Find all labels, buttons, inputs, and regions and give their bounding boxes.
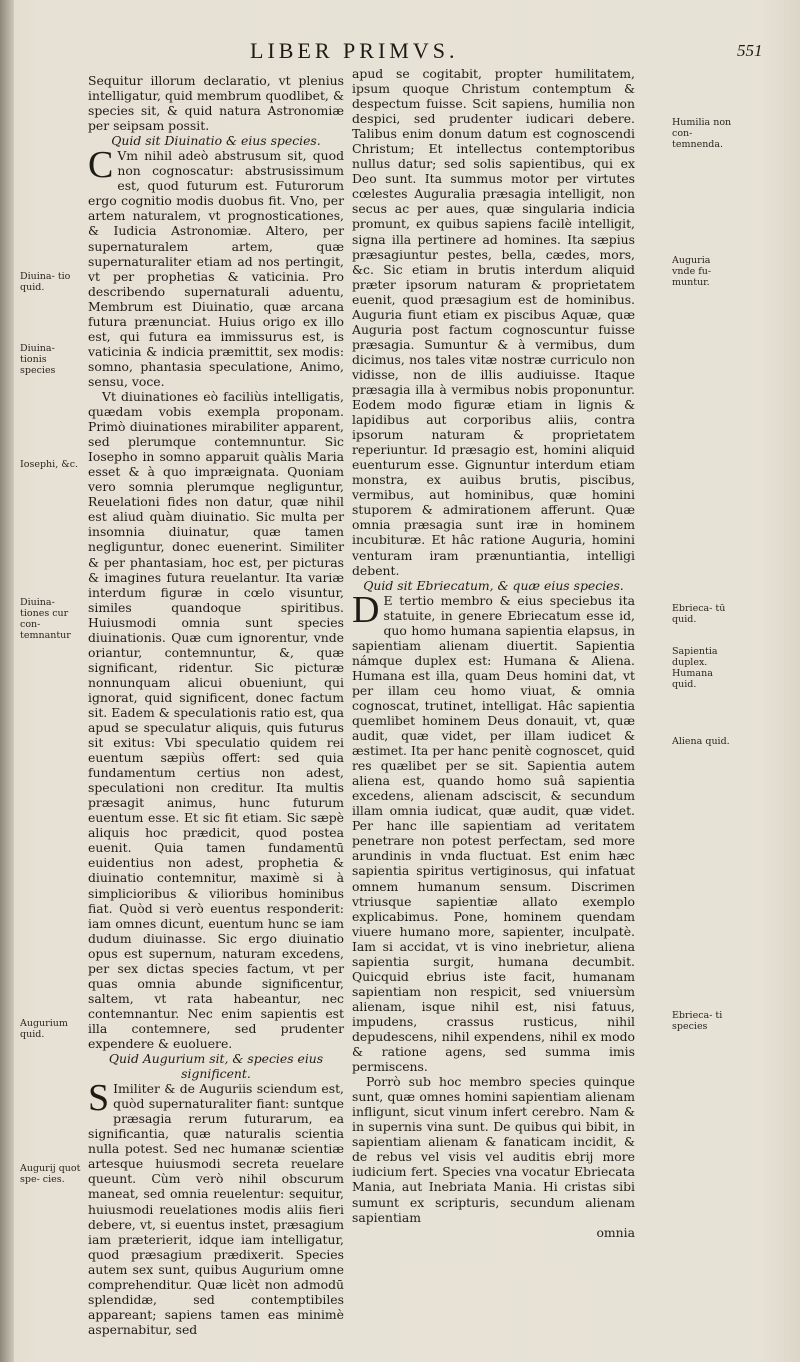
page-header [0, 38, 800, 68]
margin-note-diuinationes-contemnantur: Diuina- tiones cur con- temnantur [20, 597, 71, 641]
margin-note-humilia: Humilia non con- temnenda. [672, 117, 732, 150]
left-text-column [88, 73, 344, 1337]
margin-note-aliena: Aliena quid. [672, 736, 730, 747]
running-title: LIBER PRIMVS. [250, 38, 459, 63]
paragraph [88, 1077, 344, 1337]
paragraph: Vt diuinationes eò faciliùs intelligatis, quædam vobis exempla proponam. Primò diuinationes mirabiliter apparent, sed plerumque contemnuntur. Sic Iosepho in somno apparuit quàlis Maria esset & à quo impræignata. Quoniam vero somnia plerumque negliguntur, Reuelationi fides non datur, quæ nihil est aliud quàm diuinatio. Sic multa per insomnia diuinatur, quæ tamen negliguntur, donec euenerint. Similiter & per phantasiam, hoc est, per picturas & imagines futura reuelantur. Ita variæ interdum figuræ in cœlo visuntur, similes quandoque spiritibus. Huiusmodi omnia sunt species diuinationis. Quæ cum ignorentur, vnde oriantur, contemnuntur, &, quæ significant, ridentur. Sic picturæ nonnunquam alicui obueniunt, qui ignorat, quid significent, donec factum sit. Eadem & speculationis ratio est, qua apud se speculatur aliquis, quis futurus sit exitus: Vbi speculatio quidem rei euentum sæpiùs offert: sed quia fundamentum certius non adest, speculationi non creditur. Ita multis præsagit animus, hunc futurum euentum esse. Et sic fit etiam. Sic sæpè aliquis hoc prædicit, quod postea euenit. Quia tamen fundamentū euidentius non adest, prophetia & diuinatio contemnitur, maximè si à simplicioribus & vilioribus hominibus fiat. Quòd si verò euentus responderit: iam omnes dicunt, euentum hunc se iam dudum diuinasse. Sic ergo diuinatio opus est supernum, naturam excedens, per sex dictas species factum, vt per quas omnia abunde significentur, saltem, vt rata habeantur, nec contemnantur. Nec enim sapientis est illa contemnere, sed prudenter expendere & euoluere. [88, 388, 344, 1051]
right-text-column [352, 66, 635, 1240]
paragraph [352, 588, 635, 1075]
section-heading-ebriecatum: Quid sit Ebriecatum, & quæ eius species. [363, 577, 624, 593]
paragraph-text: Vm nihil adeò abstrusum sit, quod non cognoscatur: abstrusissimum est, quod futurum est. Futurorum ergo cognitio modis duobus fit. Vno, per artem naturalem, vt prognosticationes, & Iudicia Astronomiæ. Altero, per supernaturalem artem, quæ supernaturaliter etiam ad nos pertingit, vt per prophetias & vaticinia. Pro describendo supernaturali aduentu, Membrum est Diuinatio, quæ arcana futura prænunciat. Huius origo ex illo est, qui futura ea immissurus est, is vaticinia & indicia præmittit, sex modis: somno, phantasia speculatione, Animo, sensu, voce. [88, 148, 344, 389]
catchword: omnia [596, 1224, 635, 1240]
margin-note-augurij-species: Augurij quot spe- cies. [20, 1163, 81, 1185]
section-heading-diuinatio: Quid sit Diuinatio & eius species. [111, 133, 321, 149]
drop-cap: C [88, 144, 114, 187]
gutter-shadow [0, 0, 14, 1362]
section-heading-augurium: Quid Augurium sit, & species eius significent. [108, 1051, 324, 1082]
paragraph: Porrò sub hoc membro species quinque sunt, quæ omnes homini sapientiam alienam infligunt, sicut vinum infert cerebro. Nam & in supernis vina sunt. De quibus qui bibit, in sapientiam alienam & fanaticam incidit, & de rebus vel visis vel auditis ebrij more iudicium fert. Species vna vocatur Ebriecata Mania, aut Inebriata Mania. Hi cristas sibi sumunt ex scripturis, secundum alienam sapientiam [352, 1074, 635, 1225]
margin-note-diuinationis-species: Diuina- tionis species [20, 343, 56, 376]
drop-cap: D [352, 588, 380, 631]
margin-note-iosephi: Iosephi, &c. [20, 459, 79, 470]
paragraph: apud se cogitabit, propter humilitatem, ipsum quoque Christum contemptum & despectum fuisse. Scit sapiens, humilia non despici, sed prudenter iudicari debere. Talibus enim donum datum est cognoscendi Christum; Et intellectus contemptoribus nullus datur; sed solis sapientibus, qui ex Deo sunt. Ita summus motor per virtutes cœlestes Auguralia præsagia intelligit, non secus ac per aues, quæ singularia indicia promunt, ex quibus sapiens facilè intelligit, signa illa pertinere ad homines. Ita sæpius præsagiuntur pestes, bella, cædes, mors, &c. Sic etiam in brutis interdum aliquid præter ipsorum naturam & proprietatem euenit, quod præsagium est de hominibus. Auguria fiunt etiam ex piscibus Aquæ, quæ Auguria post factum cognoscuntur fuisse præsagia. Sumuntur & à vermibus, dum dicimus, nos tales vitæ nostræ curriculo non vidisse, non de illis audiuisse. Itaque præsagia illa à vermibus nobis proponuntur. Eodem modo figuræ etiam in lignis & lapidibus aut corporibus aliis, contra ipsorum naturam & proprietatem reperiuntur. Id præsagio est, homini aliquid euenturum esse. Gignuntur interdum etiam monstra, ex auibus brutis, piscibus, vermibus, aut hominibus, quæ homini stuporem & admirationem afferunt. Quæ omnia præsagia sunt iræ in hominem incubituræ. Et hâc ratione Auguria, homini venturam iram prænuntiantia, intelligi debent. [352, 66, 635, 578]
margin-note-diuinatio: Diuina- tio quid. [20, 271, 71, 293]
paragraph-text: E tertio membro & eius speciebus ita statuite, in genere Ebriecatum esse id, quo homo humana sapientia elapsus, in sapientiam alienam diuertit. Sapientia námque duplex est: Humana & Aliena. Humana est illa, quam Deus homini dat, vt per illam ceu homo viuat, & omnia cognoscat, trutinet, intelligat. Hâc sapientia quemlibet hominem Deus donauit, vt, quæ audit, quæ videt, per illam iudicet & æstimet. Ita per hanc penitè cognoscet, quid res quælibet per se sit. Sapientia autem aliena est, quando homo suâ sapientia excedens, alienam adsciscit, & secundum illam omnia iudicat, quæ audit, quæ videt. Per hanc ille sapientiam ad veritatem penetrare non potest perfectam, sed more arundinis in vnda fluctuat. Est enim hæc sapientia spiritus vertiginosus, qui infatuat omnem humanum sensum. Discrimen vtriusque sapientiæ allato exemplo explicabimus. Pone, hominem quendam viuere humano more, sapienter, inculpatè. Iam si accidat, vt is vino inebrietur, aliena sapientia surgit, humana decumbit. Quicquid ebrius iste facit, humanam sapientiam non respicit, sed vniuersùm alienam, isque nihil est, nisi fatuus, impudens, crassus rusticus, nihil depudescens, nihil expendens, nihil ex modo & ratione agens, sed summa imis permiscens. [352, 592, 635, 1075]
drop-cap: S [88, 1077, 110, 1120]
margin-note-ebriecatum: Ebrieca- tū quid. [672, 603, 726, 625]
margin-note-sapientia-duplex: Sapientia duplex. Humana quid. [672, 646, 718, 690]
margin-note-augurium: Augurium quid. [20, 1018, 68, 1040]
paragraph: Sequitur illorum declaratio, vt plenius intelligatur, quid membrum quodlibet, & species sit, & quid natura Astronomiæ per seipsam possit. [88, 73, 344, 134]
paragraph [88, 144, 344, 389]
page-number: 551 [737, 41, 763, 60]
margin-note-ebriecati-species: Ebrieca- ti species [672, 1010, 723, 1032]
margin-note-auguria: Auguria vnde fu- muntur. [672, 255, 712, 288]
paragraph-text: Imiliter & de Auguriis sciendum est, quòd supernaturaliter fiant: suntque præsagia rerum futurarum, ea significantia, quæ naturalis scientia nulla potest. Sed nec humanæ scientiæ artesque huiusmodi secreta reuelare queunt. Cùm verò nihil obscurum maneat, sed omnia reuelentur: sequitur, huiusmodi reuelationes modis aliis fieri debere, vt, si euentus instet, præsagium iam præterierit, idque iam intelligatur, quod præsagium prædixerit. Species autem sex sunt, quibus Augurium omne comprehenditur. Quæ licèt non admodū splendidæ, sed contemptibiles appareant; sapiens tamen eas minimè aspernabitur, sed [88, 1081, 344, 1337]
